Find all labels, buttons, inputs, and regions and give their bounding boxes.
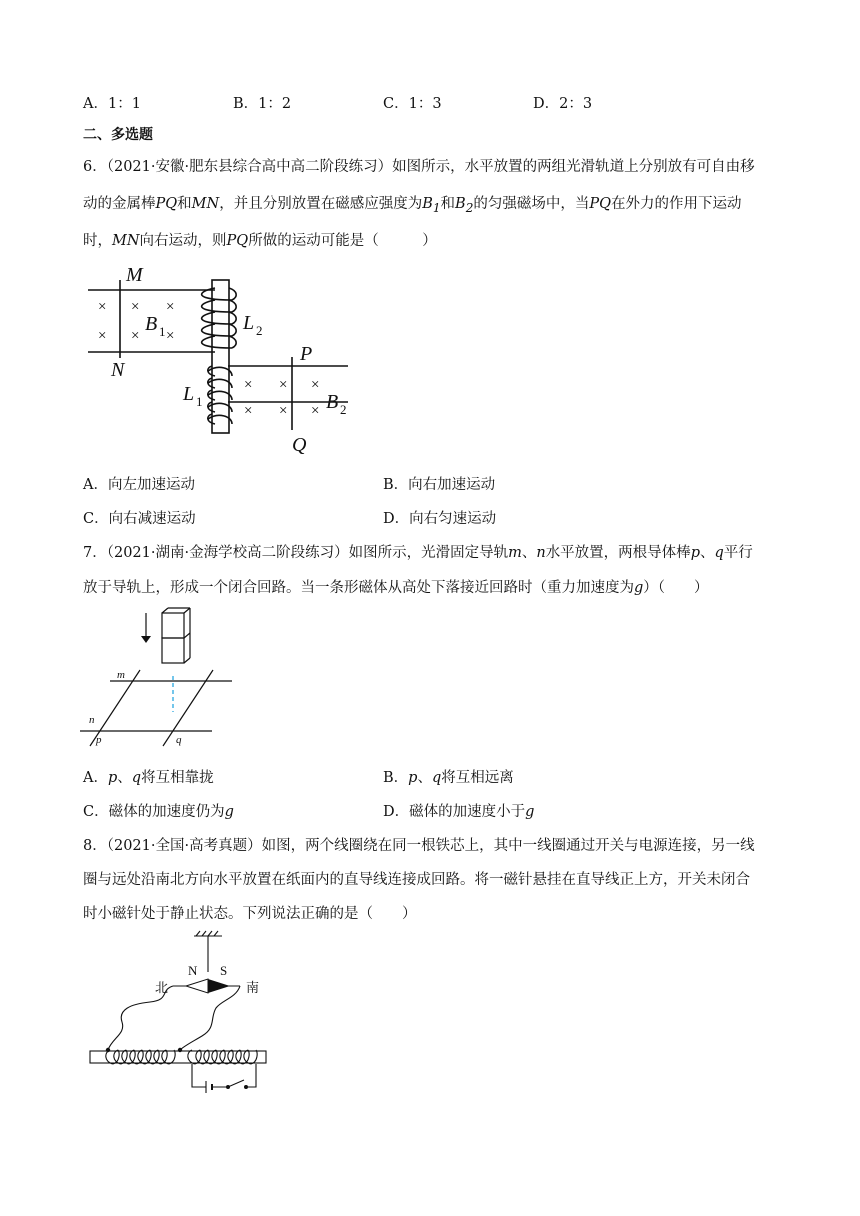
q6-fig-cross: × (311, 377, 320, 393)
q7-fig-label-m: m (117, 669, 125, 681)
q6-fig-cross: × (98, 299, 107, 315)
q7-option-b: B．p、q将互相远离 (383, 770, 514, 786)
q7-stem-line1: 7．（2021·湖南·金海学校高二阶段练习）如图所示，光滑固定导轨m、n水平放置，两根导体棒p、q平行 (83, 545, 753, 561)
q6-fig-label-q: Q (292, 434, 307, 456)
q7-option-c: C．磁体的加速度仍为g (83, 804, 234, 820)
q6-fig-cross: × (166, 299, 175, 315)
q5-option-c: C．1：3 (383, 96, 442, 112)
q5-option-a: A．1：1 (83, 96, 141, 112)
q6-fig-label-p: P (300, 343, 313, 365)
q7-option-a: A．p、q将互相靠拢 (83, 770, 214, 786)
q6-option-a: A．向左加速运动 (83, 477, 195, 493)
q5-option-d: D．2：3 (533, 96, 593, 112)
q6-fig-label-l1: L (183, 383, 195, 405)
q6-fig-cross: × (279, 403, 288, 419)
q8-stem-line1: 8．（2021·全国·高考真题）如图，两个线圈绕在同一根铁芯上，其中一线圈通过开关与电源连接，另一线 (83, 838, 755, 854)
section-heading: 二、多选题 (83, 127, 153, 143)
q7-fig-label-q: q (176, 734, 182, 746)
q6-fig-label-b2: B (326, 391, 339, 413)
q6-fig-cross: × (244, 377, 253, 393)
q6-fig-label-n: N (111, 359, 125, 381)
q8-fig-label-north: 北 (155, 980, 169, 995)
q6-fig-cross: × (131, 328, 140, 344)
q7-stem-line2: 放于导轨上，形成一个闭合回路。当一条形磁体从高处下落接近回路时（重力加速度为g）（ ） (83, 580, 709, 596)
q6-fig-sub-b2: 2 (340, 402, 347, 417)
q6-fig-sub-l1: 1 (196, 394, 203, 409)
q7-fig-label-n: n (89, 714, 95, 726)
q8-fig-label-south: 南 (246, 980, 260, 995)
q8-fig-label-n: N (188, 963, 198, 978)
q6-fig-cross: × (279, 377, 288, 393)
q8-fig-label-s: S (220, 963, 228, 978)
q6-fig-cross: × (131, 299, 140, 315)
q6-fig-cross: × (98, 328, 107, 344)
q6-fig-cross: × (311, 403, 320, 419)
q6-fig-cross: × (244, 403, 253, 419)
q6-stem-line1: 6．（2021·安徽·肥东县综合高中高二阶段练习）如图所示，水平放置的两组光滑轨道上分别放有可自由移 (83, 159, 755, 175)
q7-option-d: D．磁体的加速度小于g (383, 804, 535, 820)
q7-fig-label-p: p (96, 734, 102, 746)
q6-option-c: C．向右减速运动 (83, 511, 196, 527)
q6-fig-label-l2: L (243, 312, 255, 334)
q6-fig-cross: × (166, 328, 175, 344)
q6-stem-line3: 时，MN向右运动，则PQ所做的运动可能是（ ） (83, 233, 437, 249)
q6-fig-sub-l2: 2 (256, 323, 263, 338)
q8-stem-line2: 圈与远处沿南北方向水平放置在纸面内的直导线连接成回路。将一磁针悬挂在直导线正上方，开关未闭合 (83, 872, 750, 888)
q8-stem-line3: 时小磁针处于静止状态。下列说法正确的是（ ） (83, 906, 417, 922)
q6-stem-line2: 动的金属棒PQ和MN，并且分别放置在磁感应强度为$B_1$和$B_2$的匀强磁场中，当PQ在外力的作用下运动 (83, 196, 742, 215)
q6-option-b: B．向右加速运动 (383, 477, 496, 493)
q5-option-b: B．1：2 (233, 96, 292, 112)
q6-fig-sub-b1: 1 (159, 324, 166, 339)
q6-fig-label-m: M (126, 264, 143, 286)
q6-option-d: D．向右匀速运动 (383, 511, 497, 527)
q6-fig-label-b1: B (145, 313, 158, 335)
